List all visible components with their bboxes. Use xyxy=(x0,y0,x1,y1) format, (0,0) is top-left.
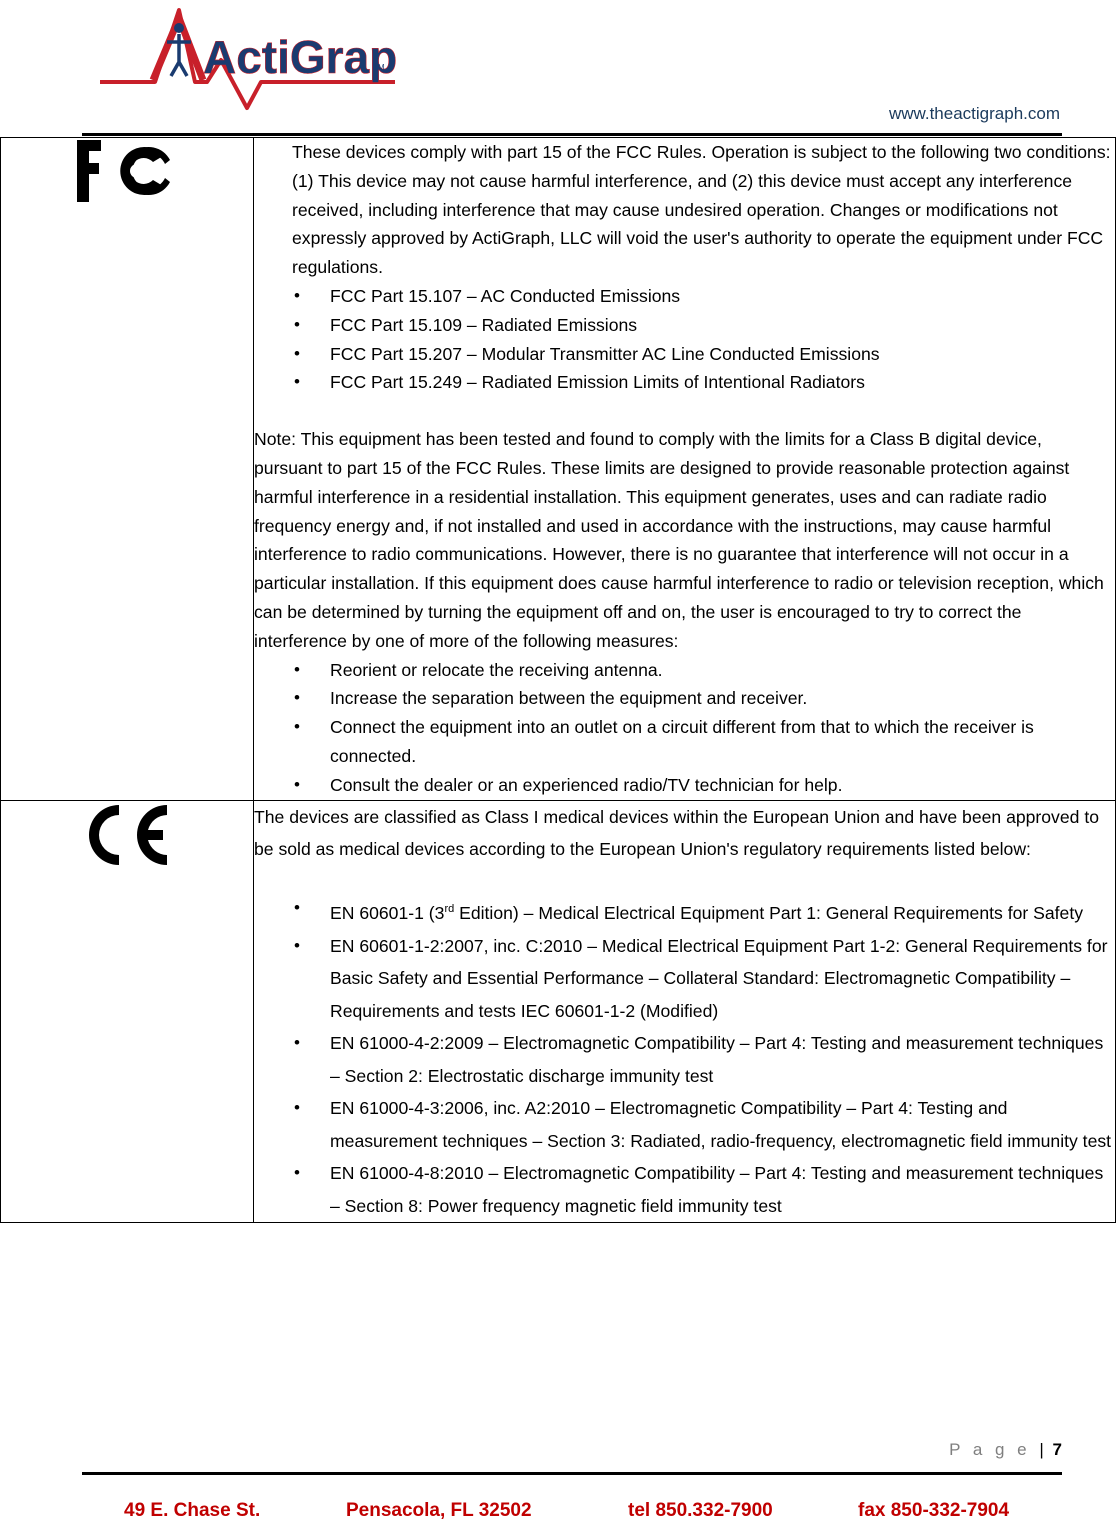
list-item xyxy=(292,896,1115,930)
logo-text: ActiGrap xyxy=(203,31,398,83)
list-item: • EN 61000-4-3:2006, inc. A2:2010 – Electromagnetic Compatibility – Part 4: Testing and measurement techniques – Section 3: Radiated, radio-frequency, electromagnetic field immunity test xyxy=(292,1092,1115,1157)
list-item: • EN 61000-4-2:2009 – Electromagnetic Compatibility – Part 4: Testing and measurement techniques – Section 2: Electrostatic discharge immunity test xyxy=(292,1027,1115,1092)
footer-fax: fax 850-332-7904 xyxy=(858,1500,1010,1521)
fcc-parts-list xyxy=(254,282,1115,397)
page-number xyxy=(949,1440,1062,1460)
ce-standards-list xyxy=(254,896,1115,1223)
list-item: • EN 61000-4-8:2010 – Electromagnetic Compatibility – Part 4: Testing and measurement techniques – Section 8: Power frequency magnetic field immunity test xyxy=(292,1157,1115,1222)
fcc-note: Note: This equipment has been tested and found to comply with the limits for a Class B digital device, pursuant to part 15 of the FCC Rules. These limits are designed to provide reasonable protection against harmful interference in a residential installation. This equipment generates, uses and can radiate radio frequency energy and, if not installed and used in accordance with the instructions, may cause harmful interference to radio communications. However, there is no guarantee that interference will not occur in a particular installation. If this equipment does cause harmful interference to radio or television reception, which can be determined by turning the equipment off and on, the user is encouraged to try to correct the interference by one of more of the following measures: xyxy=(254,429,1104,651)
logo-tm: TM xyxy=(373,63,385,72)
footer-tel: tel 850.332-7900 xyxy=(628,1500,773,1521)
list-item: • Increase the separation between the equipment and receiver. xyxy=(292,684,1115,713)
header-rule xyxy=(82,133,1062,136)
spacer xyxy=(254,397,1115,425)
list-item: • EN 60601-1-2:2007, inc. C:2010 – Medical Electrical Equipment Part 1-2: General Requirements for Basic Safety and Essential Performance – Collateral Standard: Electromagnetic Compatibility – Requirements and tests IEC 60601-1-2 (Modified) xyxy=(292,930,1115,1028)
actigraph-logo-icon xyxy=(95,0,400,118)
ce-mark-icon xyxy=(83,801,173,869)
page-label: P a g e xyxy=(949,1440,1031,1459)
compliance-table xyxy=(0,137,1116,1223)
footer-address: 49 E. Chase St. xyxy=(124,1500,261,1521)
list-item: • FCC Part 15.207 – Modular Transmitter AC Line Conducted Emissions xyxy=(292,340,1115,369)
ce-icon-cell xyxy=(1,800,254,1223)
fcc-text-cell xyxy=(254,138,1116,801)
ce-intro: The devices are classified as Class I medical devices within the European Union and have been approved to be sold as medical devices according to the European Union's regulatory requirements listed below: xyxy=(254,806,1099,860)
spacer xyxy=(254,866,1115,896)
actigraph-logo xyxy=(95,0,400,118)
footer-rule xyxy=(82,1472,1062,1475)
website-url[interactable]: www.theactigraph.com xyxy=(888,104,1060,123)
page-number-value: 7 xyxy=(1052,1440,1062,1459)
std1-pre: EN 60601-1 (3 xyxy=(330,902,445,923)
fcc-logo-icon xyxy=(75,138,171,204)
footer-city: Pensacola, FL 32502 xyxy=(346,1500,532,1521)
fcc-measures-list xyxy=(254,656,1115,800)
list-item: • FCC Part 15.107 – AC Conducted Emissions xyxy=(292,282,1115,311)
fcc-row xyxy=(1,138,1116,801)
ce-row xyxy=(1,800,1116,1223)
list-item: • FCC Part 15.109 – Radiated Emissions xyxy=(292,311,1115,340)
fcc-icon-cell xyxy=(1,138,254,801)
ce-text-cell xyxy=(254,800,1116,1223)
page-separator: | xyxy=(1039,1440,1044,1459)
list-item: • FCC Part 15.249 – Radiated Emission Limits of Intentional Radiators xyxy=(292,368,1115,397)
fcc-intro: These devices comply with part 15 of the FCC Rules. Operation is subject to the following two conditions: (1) This device may not cause harmful interference, and (2) this device must accept any interference received, including interference that may cause undesired operation. Changes or modifications not expressly approved by ActiGraph, LLC will void the user's authority to operate the equipment under FCC regulations. xyxy=(292,142,1111,278)
list-item: • Reorient or relocate the receiving antenna. xyxy=(292,656,1115,685)
footer-contact xyxy=(0,1500,1117,1530)
list-item: • Connect the equipment into an outlet on a circuit different from that to which the receiver is connected. xyxy=(292,713,1115,771)
std1-sup: rd xyxy=(444,902,455,915)
std1-post: Edition) – Medical Electrical Equipment Part 1: General Requirements for Safety xyxy=(454,902,1083,923)
list-item: • Consult the dealer or an experienced radio/TV technician for help. xyxy=(292,771,1115,800)
